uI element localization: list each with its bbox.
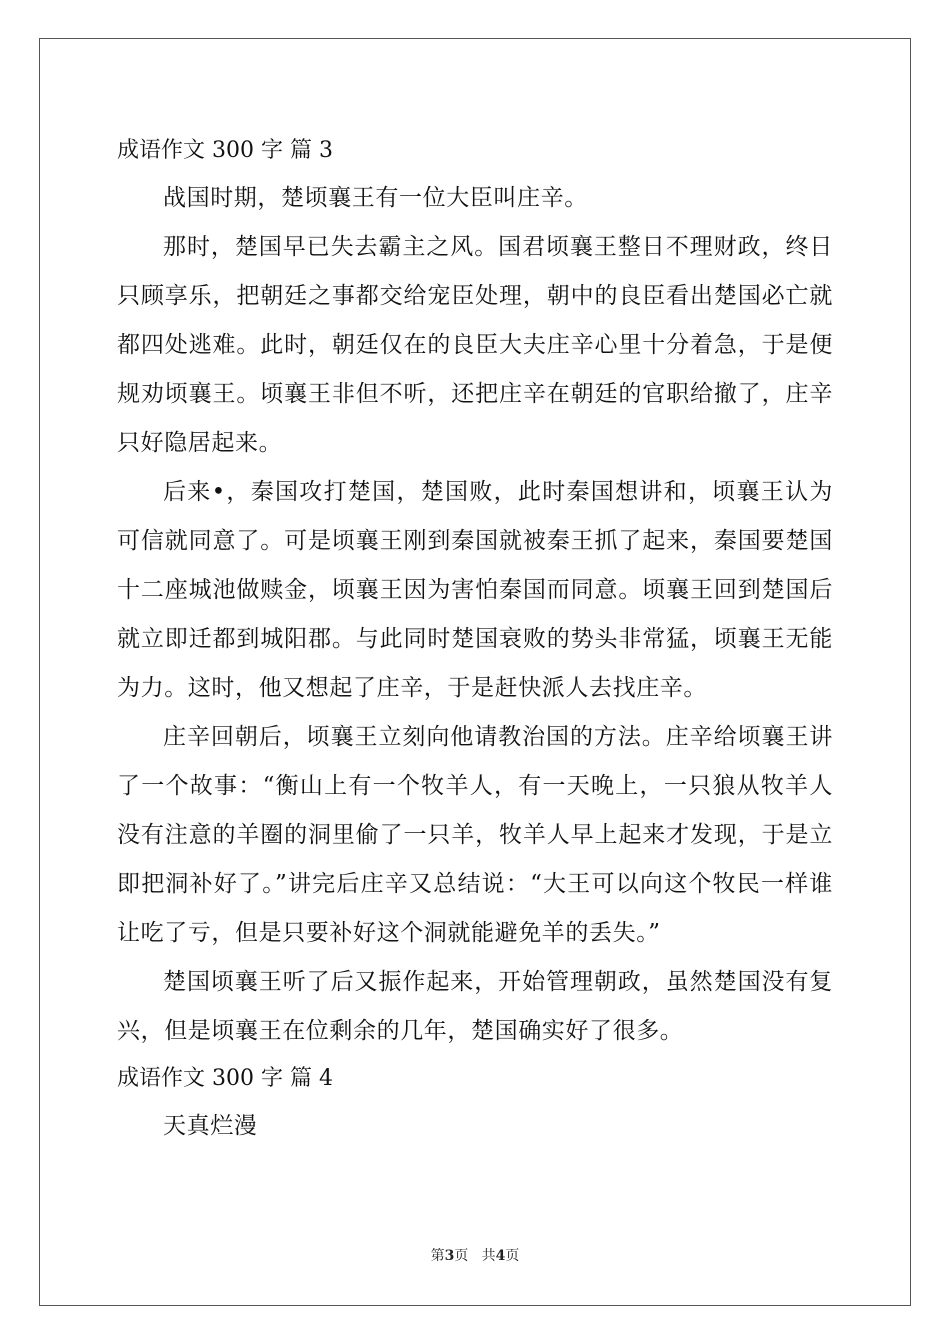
paragraph: 天真烂漫 [163, 1113, 258, 1139]
document-body [117, 128, 833, 1151]
footer-total-prefix: 共 [481, 1248, 496, 1264]
footer-total-suffix: 页 [505, 1248, 520, 1264]
paragraph: 战国时期，楚顷襄王有一位大臣叫庄辛。 [163, 185, 588, 211]
footer-page-suffix: 页 [454, 1248, 469, 1264]
footer-page-current: 3 [444, 1248, 455, 1264]
paragraph: 楚国顷襄王听了后又振作起来，开始管理朝政，虽然楚国没有复兴，但是顷襄王在位剩余的几年，楚国确实好了很多。 [117, 969, 833, 1044]
footer-page-total: 4 [495, 1248, 506, 1264]
paragraph: 庄辛回朝后，顷襄王立刻向他请教治国的方法。庄辛给顷襄王讲了一个故事：“衡山上有一个牧羊人，有一天晚上，一只狼从牧羊人没有注意的羊圈的洞里偷了一只羊，牧羊人早上起来才发现，于是立即把洞补好了。”讲完后庄辛又总结说：“大王可以向这个牧民一样谁让吃了亏，但是只要补好这个洞就能避免羊的丢失。” [117, 724, 833, 946]
section-heading: 成语作文 300 字 篇 3 [117, 138, 333, 163]
footer-page-prefix: 第 [430, 1248, 445, 1264]
paragraph: 后来•，秦国攻打楚国，楚国败，此时秦国想讲和，顷襄王认为可信就同意了。可是顷襄王刚到秦国就被秦王抓了起来，秦国要楚国十二座城池做赎金，顷襄王因为害怕秦国而同意。顷襄王回到楚国后就立即迁都到城阳郡。与此同时楚国衰败的势头非常猛，顷襄王无能为力。这时，他又想起了庄辛，于是赶快派人去找庄辛。 [117, 479, 833, 701]
paragraph: 那时，楚国早已失去霸主之风。国君顷襄王整日不理财政，终日只顾享乐，把朝廷之事都交给宠臣处理，朝中的良臣看出楚国必亡就都四处逃难。此时，朝廷仅在的良臣大夫庄辛心里十分着急，于是便规劝顷襄王。顷襄王非但不听，还把庄辛在朝廷的官职给撤了，庄辛只好隐居起来。 [117, 234, 833, 456]
page-footer [0, 1245, 950, 1265]
section-heading: 成语作文 300 字 篇 4 [117, 1066, 333, 1091]
